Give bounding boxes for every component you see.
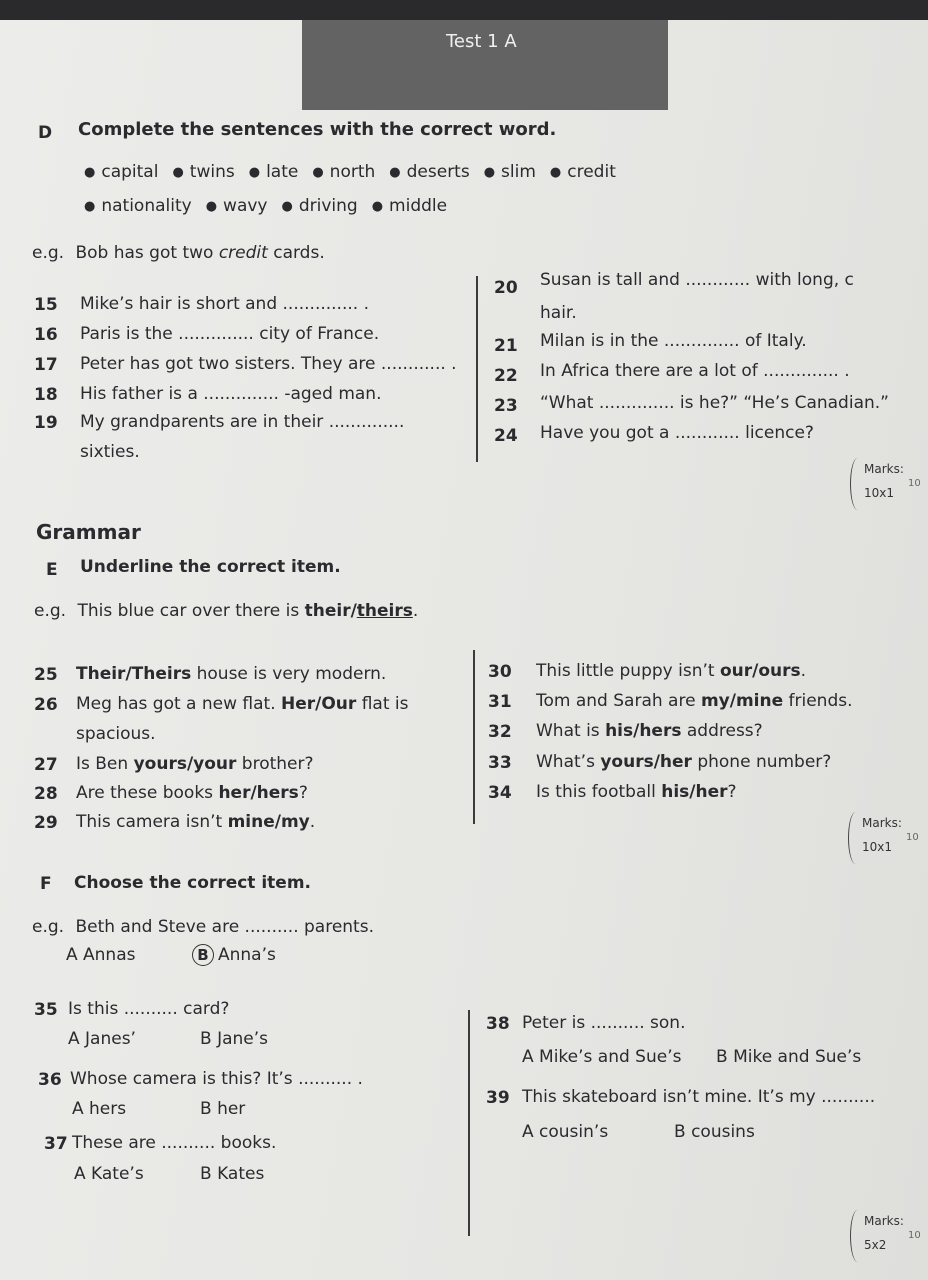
choice-options[interactable]: her/hers <box>218 783 299 803</box>
marks-label: Marks: <box>864 462 904 476</box>
sentence-part: Meg has got a new flat. <box>76 694 281 714</box>
example-before: Bob has got two <box>75 243 219 263</box>
example-prefix: e.g. <box>34 601 67 621</box>
item-number: 39 <box>486 1088 510 1108</box>
item-number: 35 <box>34 1000 58 1020</box>
item-number: 26 <box>34 695 58 715</box>
item-number: 20 <box>494 278 518 298</box>
item-number: 29 <box>34 813 58 833</box>
sentence-item: Susan is tall and ............ with long, c <box>540 270 854 290</box>
example-text: Beth and Steve are .......... parents. <box>75 917 374 937</box>
marks-label: Marks: <box>862 816 902 830</box>
item-number: 27 <box>34 755 58 775</box>
sentence-part: brother? <box>236 754 314 774</box>
item-number: 15 <box>34 295 58 315</box>
marks-total: 10 <box>908 1230 921 1241</box>
option-a[interactable]: A Mike’s and Sue’s <box>522 1047 682 1067</box>
underline-item <box>76 693 408 715</box>
item-number: 28 <box>34 784 58 804</box>
example-word: credit <box>218 243 268 263</box>
sentence-continuation: sixties. <box>80 442 140 462</box>
underline-item <box>536 690 853 712</box>
word-bank-item: ● twins <box>172 162 234 182</box>
sentence-item: “What .............. is he?” “He’s Canadian.” <box>540 393 889 413</box>
item-number: 34 <box>488 783 512 803</box>
example-option-1: their/ <box>304 601 357 621</box>
section-e-example <box>34 600 418 622</box>
sentence-part: Tom and Sarah are <box>536 691 701 711</box>
sentence-item: Have you got a ............ licence? <box>540 423 814 443</box>
sentence-item: His father is a .............. -aged man. <box>80 384 382 404</box>
underline-item <box>76 782 308 804</box>
example-option-b-letter: B <box>192 944 214 966</box>
choice-options[interactable]: Her/Our <box>281 694 357 714</box>
choice-options[interactable]: my/mine <box>700 691 784 711</box>
sentence-item: My grandparents are in their .............. <box>80 412 405 432</box>
sentence-part: address? <box>681 721 763 741</box>
word-bank-item: ● late <box>249 162 299 182</box>
word-bank-item: ● deserts <box>389 162 469 182</box>
choice-options[interactable]: his/hers <box>605 721 682 741</box>
word-bank-item: ● driving <box>282 196 358 216</box>
choice-sentence: This skateboard isn’t mine. It’s my .......... <box>522 1087 876 1107</box>
item-number: 33 <box>488 753 512 773</box>
sentence-part: ? <box>298 783 308 803</box>
sentence-part: This camera isn’t <box>76 812 228 832</box>
sentence-part: phone number? <box>691 752 832 772</box>
item-number: 25 <box>34 665 58 685</box>
section-f-letter: F <box>40 874 52 894</box>
grammar-heading: Grammar <box>36 520 141 544</box>
worksheet-page <box>0 20 928 1280</box>
sentence-part: What’s <box>536 752 601 772</box>
underline-item <box>536 720 763 742</box>
choice-sentence: These are .......... books. <box>72 1133 277 1153</box>
option-a[interactable]: A Janes’ <box>68 1029 136 1049</box>
option-b[interactable]: B Mike and Sue’s <box>716 1047 862 1067</box>
sentence-item: Peter has got two sisters. They are ............ . <box>80 354 457 374</box>
section-d-example <box>32 242 325 264</box>
item-number: 23 <box>494 396 518 416</box>
column-divider <box>476 276 478 462</box>
choice-options[interactable]: our/ours <box>719 661 801 681</box>
marks-formula: 10x1 <box>862 840 893 854</box>
marks-formula: 10x1 <box>864 486 895 500</box>
section-f-example <box>32 916 374 938</box>
sentence-part: What is <box>536 721 606 741</box>
item-number: 24 <box>494 426 518 446</box>
word-bank-item: ● north <box>312 162 375 182</box>
item-number: 16 <box>34 325 58 345</box>
word-bank-item: ● nationality <box>84 196 192 216</box>
sentence-continuation: hair. <box>540 303 577 323</box>
choice-sentence: Whose camera is this? It’s .......... . <box>70 1069 363 1089</box>
example-after: . <box>412 601 419 621</box>
item-number: 32 <box>488 722 512 742</box>
sentence-part: Are these books <box>76 783 219 803</box>
choice-options[interactable]: his/her <box>661 782 728 802</box>
sentence-part: spacious. <box>76 724 156 744</box>
marks-total: 10 <box>906 832 919 843</box>
example-before: This blue car over there is <box>77 601 305 621</box>
underline-item <box>76 663 386 685</box>
sentence-item: Milan is in the .............. of Italy. <box>540 331 807 351</box>
item-number: 19 <box>34 413 58 433</box>
word-bank-item: ● middle <box>372 196 447 216</box>
underline-item <box>76 723 156 745</box>
word-bank-item: ● capital <box>84 162 158 182</box>
sentence-item: Paris is the .............. city of France. <box>80 324 380 344</box>
option-a[interactable]: A Kate’s <box>74 1164 144 1184</box>
example-option-a: A Annas <box>66 945 136 965</box>
underline-item <box>536 781 737 803</box>
section-d-letter: D <box>38 123 53 143</box>
sentence-item: Mike’s hair is short and .............. . <box>80 294 369 314</box>
choice-options[interactable]: yours/your <box>133 754 237 774</box>
underline-item <box>536 751 831 773</box>
item-number: 17 <box>34 355 58 375</box>
option-b[interactable]: B cousins <box>674 1122 755 1142</box>
underline-item <box>76 753 314 775</box>
choice-options[interactable]: Their/Theirs <box>76 664 192 684</box>
option-b[interactable]: B Kates <box>200 1164 265 1184</box>
example-option-b <box>192 944 276 966</box>
word-bank-item: ● wavy <box>206 196 268 216</box>
item-number: 18 <box>34 385 58 405</box>
word-bank-item: ● credit <box>550 162 616 182</box>
sentence-part: ? <box>727 782 737 802</box>
underline-item <box>536 660 806 682</box>
marks-label: Marks: <box>864 1214 904 1228</box>
choice-options[interactable]: yours/her <box>600 752 692 772</box>
word-bank-item: ● slim <box>484 162 536 182</box>
option-a[interactable]: A hers <box>72 1099 127 1119</box>
underline-item <box>76 811 315 833</box>
test-banner <box>302 20 668 110</box>
column-divider <box>468 1010 470 1236</box>
marks-formula: 5x2 <box>864 1238 887 1252</box>
item-number: 36 <box>38 1070 62 1090</box>
option-b[interactable]: B Jane’s <box>200 1029 268 1049</box>
sentence-part: . <box>309 812 316 832</box>
sentence-part: house is very modern. <box>191 664 387 684</box>
section-f-instruction: Choose the correct item. <box>74 873 312 893</box>
choice-options[interactable]: mine/my <box>227 812 310 832</box>
item-number: 37 <box>44 1134 68 1154</box>
item-number: 21 <box>494 336 518 356</box>
marks-total: 10 <box>908 478 921 489</box>
sentence-part: friends. <box>783 691 853 711</box>
sentence-part: flat is <box>356 694 409 714</box>
sentence-part: Is Ben <box>76 754 134 774</box>
item-number: 30 <box>488 662 512 682</box>
section-d-instruction: Complete the sentences with the correct word. <box>78 119 557 140</box>
word-bank-row-2 <box>84 196 461 216</box>
word-bank-row-1 <box>84 162 630 182</box>
item-number: 31 <box>488 692 512 712</box>
option-a[interactable]: A cousin’s <box>522 1122 609 1142</box>
test-title: Test 1 A <box>446 31 517 52</box>
example-prefix: e.g. <box>32 917 65 937</box>
choice-sentence: Is this .......... card? <box>68 999 230 1019</box>
sentence-item: In Africa there are a lot of .............. . <box>540 361 850 381</box>
section-e-letter: E <box>46 560 58 580</box>
example-option-b-text: Anna’s <box>218 945 276 965</box>
item-number: 22 <box>494 366 518 386</box>
column-divider <box>473 650 475 824</box>
section-e-instruction: Underline the correct item. <box>80 557 341 577</box>
sentence-part: This little puppy isn’t <box>536 661 720 681</box>
sentence-part: Is this football <box>536 782 662 802</box>
option-b[interactable]: B her <box>200 1099 246 1119</box>
item-number: 38 <box>486 1014 510 1034</box>
example-after: cards. <box>267 243 325 263</box>
choice-sentence: Peter is .......... son. <box>522 1013 686 1033</box>
example-prefix: e.g. <box>32 243 65 263</box>
sentence-part: . <box>800 661 807 681</box>
example-option-2: theirs <box>356 601 413 621</box>
